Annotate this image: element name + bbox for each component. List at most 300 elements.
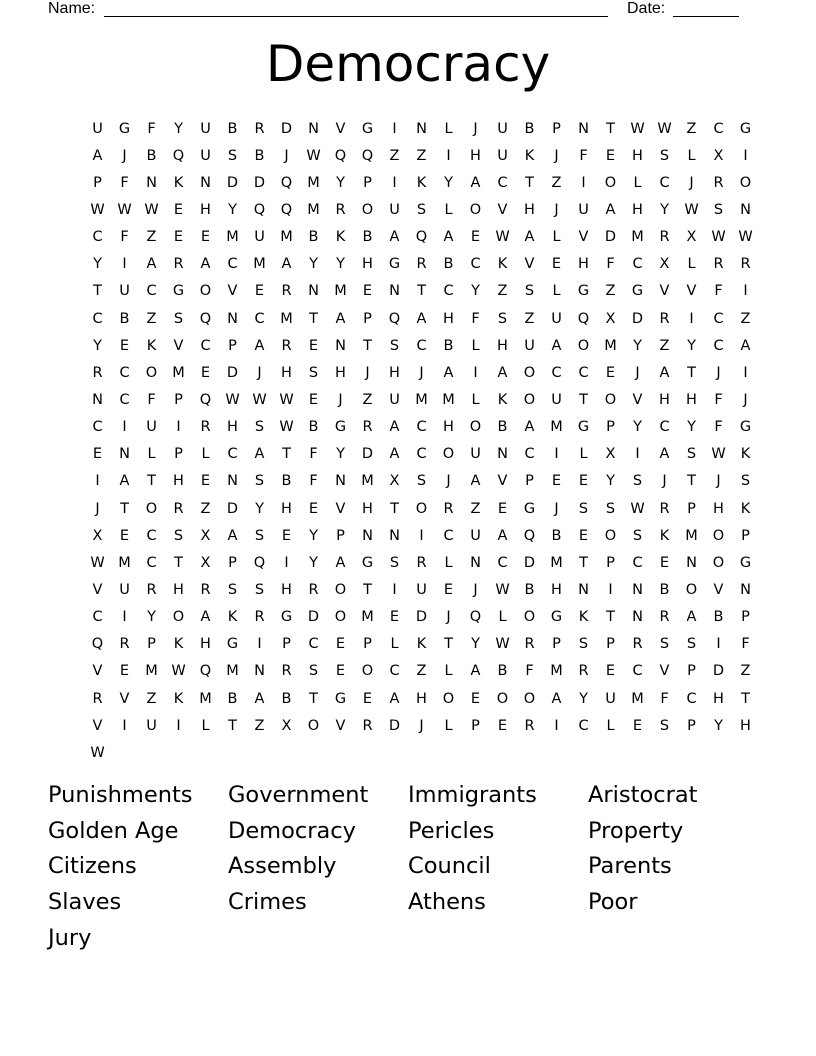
grid-letter: S bbox=[632, 473, 643, 490]
grid-letter: U bbox=[551, 391, 562, 408]
grid-letter: A bbox=[497, 527, 508, 544]
grid-letter: M bbox=[280, 310, 293, 327]
grid-letter: T bbox=[174, 554, 183, 571]
grid-letter: R bbox=[416, 554, 427, 571]
grid-letter: N bbox=[335, 473, 346, 490]
grid-letter: B bbox=[362, 229, 373, 246]
grid-letter: M bbox=[685, 527, 698, 544]
grid-letter: Y bbox=[579, 690, 588, 707]
grid-letter: Y bbox=[471, 283, 480, 300]
grid-letter: W bbox=[495, 636, 510, 653]
grid-letter: K bbox=[497, 391, 508, 408]
grid-letter: C bbox=[551, 364, 562, 381]
grid-letter: Q bbox=[253, 201, 266, 218]
grid-letter: O bbox=[577, 337, 590, 354]
grid-letter: C bbox=[254, 310, 265, 327]
grid-letter: H bbox=[416, 690, 427, 707]
grid-letter: B bbox=[497, 663, 508, 680]
grid-letter: C bbox=[92, 229, 103, 246]
grid-letter: T bbox=[525, 174, 534, 191]
grid-letter: R bbox=[200, 581, 211, 598]
grid-letter: P bbox=[93, 174, 102, 191]
grid-letter: R bbox=[254, 609, 265, 626]
grid-letter: V bbox=[335, 717, 346, 734]
grid-letter: N bbox=[200, 174, 211, 191]
grid-letter: I bbox=[284, 554, 289, 571]
grid-letter: F bbox=[471, 310, 480, 327]
grid-letter: P bbox=[363, 310, 372, 327]
grid-letter: T bbox=[606, 120, 615, 137]
grid-letter: E bbox=[551, 256, 562, 273]
grid-letter: Q bbox=[91, 636, 104, 653]
grid-letter: P bbox=[741, 609, 750, 626]
grid-letter: P bbox=[552, 636, 561, 653]
grid-letter: Y bbox=[309, 527, 318, 544]
grid-letter: W bbox=[225, 391, 240, 408]
name-blank-line bbox=[104, 16, 608, 17]
grid-letter: C bbox=[470, 256, 481, 273]
grid-letter: D bbox=[280, 120, 293, 137]
word-bank-item: Crimes bbox=[228, 889, 307, 916]
grid-letter: Q bbox=[361, 147, 374, 164]
grid-letter: U bbox=[254, 229, 265, 246]
grid-letter: K bbox=[173, 636, 184, 653]
grid-letter: U bbox=[578, 201, 589, 218]
grid-letter: M bbox=[280, 229, 293, 246]
grid-letter: L bbox=[444, 554, 453, 571]
grid-letter: X bbox=[92, 527, 103, 544]
grid-letter: I bbox=[176, 717, 181, 734]
grid-letter: K bbox=[416, 636, 427, 653]
grid-letter: L bbox=[687, 256, 696, 273]
grid-letter: T bbox=[363, 581, 372, 598]
grid-letter: D bbox=[415, 609, 428, 626]
grid-letter: Y bbox=[174, 120, 183, 137]
grid-letter: L bbox=[444, 120, 453, 137]
grid-letter: J bbox=[446, 473, 451, 490]
grid-letter: A bbox=[335, 554, 346, 571]
grid-letter: H bbox=[335, 364, 346, 381]
grid-letter: Y bbox=[336, 256, 345, 273]
grid-letter: V bbox=[92, 717, 103, 734]
grid-letter: A bbox=[389, 446, 400, 463]
grid-letter: O bbox=[469, 419, 482, 436]
grid-letter: T bbox=[309, 310, 318, 327]
grid-letter: J bbox=[689, 174, 694, 191]
grid-letter: S bbox=[659, 636, 670, 653]
letter-grid bbox=[84, 115, 759, 766]
grid-letter: Z bbox=[497, 283, 508, 300]
grid-letter: E bbox=[470, 690, 481, 707]
grid-letter: O bbox=[604, 391, 617, 408]
grid-letter: N bbox=[308, 120, 319, 137]
grid-letter: V bbox=[119, 690, 130, 707]
grid-letter: Z bbox=[470, 500, 481, 517]
grid-letter: K bbox=[227, 609, 238, 626]
grid-letter: R bbox=[659, 609, 670, 626]
grid-letter: E bbox=[308, 500, 319, 517]
grid-letter: H bbox=[524, 201, 535, 218]
grid-letter: L bbox=[444, 717, 453, 734]
grid-letter: T bbox=[363, 337, 372, 354]
grid-letter: J bbox=[419, 717, 424, 734]
grid-letter: I bbox=[122, 419, 127, 436]
grid-letter: C bbox=[686, 690, 697, 707]
grid-letter: T bbox=[282, 446, 291, 463]
grid-letter: P bbox=[228, 337, 237, 354]
grid-letter: V bbox=[227, 283, 238, 300]
grid-letter: N bbox=[632, 581, 643, 598]
grid-letter: Y bbox=[633, 337, 642, 354]
grid-letter: A bbox=[254, 446, 265, 463]
grid-letter: H bbox=[632, 147, 643, 164]
grid-letter: R bbox=[713, 174, 724, 191]
grid-letter: B bbox=[227, 120, 238, 137]
grid-letter: H bbox=[173, 581, 184, 598]
grid-letter: I bbox=[581, 174, 586, 191]
grid-letter: S bbox=[254, 419, 265, 436]
grid-letter: O bbox=[199, 283, 212, 300]
grid-letter: S bbox=[254, 473, 265, 490]
grid-letter: S bbox=[227, 147, 238, 164]
grid-letter: V bbox=[524, 256, 535, 273]
grid-letter: H bbox=[362, 500, 373, 517]
grid-letter: S bbox=[713, 201, 724, 218]
grid-letter: H bbox=[713, 690, 724, 707]
grid-letter: Z bbox=[740, 310, 751, 327]
grid-letter: E bbox=[659, 554, 670, 571]
grid-letter: M bbox=[550, 419, 563, 436]
grid-letter: U bbox=[119, 581, 130, 598]
grid-letter: E bbox=[389, 609, 400, 626]
header bbox=[0, 0, 816, 20]
grid-letter: I bbox=[122, 717, 127, 734]
grid-letter: Q bbox=[172, 147, 185, 164]
grid-letter: F bbox=[120, 174, 129, 191]
grid-letter: E bbox=[605, 364, 616, 381]
grid-letter: T bbox=[93, 283, 102, 300]
grid-letter: M bbox=[631, 229, 644, 246]
grid-letter: E bbox=[119, 527, 130, 544]
grid-letter: E bbox=[119, 663, 130, 680]
grid-letter: A bbox=[416, 310, 427, 327]
grid-letter: Y bbox=[444, 174, 453, 191]
grid-letter: A bbox=[443, 364, 454, 381]
grid-letter: U bbox=[119, 283, 130, 300]
grid-letter: W bbox=[279, 419, 294, 436]
grid-letter: C bbox=[92, 310, 103, 327]
grid-letter: M bbox=[118, 554, 131, 571]
grid-letter: B bbox=[443, 256, 454, 273]
grid-letter: H bbox=[362, 256, 373, 273]
grid-letter: Q bbox=[469, 609, 482, 626]
grid-letter: V bbox=[335, 120, 346, 137]
grid-letter: U bbox=[146, 717, 157, 734]
grid-letter: E bbox=[308, 337, 319, 354]
word-bank-item: Slaves bbox=[48, 889, 122, 916]
grid-letter: S bbox=[686, 636, 697, 653]
grid-letter: F bbox=[309, 473, 318, 490]
grid-letter: C bbox=[713, 120, 724, 137]
grid-letter: A bbox=[389, 690, 400, 707]
grid-letter: G bbox=[172, 283, 185, 300]
grid-letter: R bbox=[659, 500, 670, 517]
grid-letter: C bbox=[92, 419, 103, 436]
grid-letter: N bbox=[119, 446, 130, 463]
grid-letter: P bbox=[363, 636, 372, 653]
grid-letter: C bbox=[92, 609, 103, 626]
grid-letter: E bbox=[362, 283, 373, 300]
grid-letter: F bbox=[525, 663, 534, 680]
grid-letter: H bbox=[686, 391, 697, 408]
grid-letter: A bbox=[551, 337, 562, 354]
grid-letter: R bbox=[92, 690, 103, 707]
grid-letter: S bbox=[659, 147, 670, 164]
grid-letter: A bbox=[551, 690, 562, 707]
grid-letter: E bbox=[308, 391, 319, 408]
grid-letter: Z bbox=[146, 229, 157, 246]
grid-letter: Q bbox=[415, 229, 428, 246]
grid-letter: Z bbox=[146, 690, 157, 707]
grid-letter: K bbox=[335, 229, 346, 246]
grid-letter: M bbox=[442, 391, 455, 408]
grid-letter: G bbox=[361, 554, 374, 571]
word-bank-item: Athens bbox=[408, 889, 486, 916]
grid-letter: C bbox=[659, 174, 670, 191]
grid-letter: L bbox=[498, 609, 507, 626]
grid-letter: Q bbox=[523, 527, 536, 544]
grid-letter: X bbox=[686, 229, 697, 246]
grid-letter: H bbox=[281, 500, 292, 517]
grid-letter: H bbox=[740, 717, 751, 734]
grid-letter: B bbox=[281, 473, 292, 490]
grid-letter: O bbox=[523, 364, 536, 381]
grid-letter: A bbox=[497, 364, 508, 381]
grid-letter: A bbox=[119, 473, 130, 490]
grid-letter: E bbox=[200, 229, 211, 246]
grid-letter: V bbox=[659, 663, 670, 680]
grid-letter: U bbox=[470, 527, 481, 544]
grid-letter: I bbox=[176, 419, 181, 436]
grid-letter: U bbox=[551, 310, 562, 327]
grid-letter: N bbox=[740, 201, 751, 218]
grid-letter: X bbox=[713, 147, 724, 164]
grid-letter: G bbox=[739, 120, 752, 137]
grid-letter: G bbox=[739, 554, 752, 571]
grid-letter: N bbox=[362, 527, 373, 544]
grid-letter: R bbox=[443, 500, 454, 517]
grid-letter: I bbox=[743, 147, 748, 164]
grid-letter: T bbox=[579, 554, 588, 571]
grid-letter: A bbox=[227, 527, 238, 544]
grid-letter: R bbox=[632, 636, 643, 653]
grid-letter: Z bbox=[416, 663, 427, 680]
grid-letter: Z bbox=[524, 310, 535, 327]
grid-letter: O bbox=[442, 446, 455, 463]
grid-letter: J bbox=[338, 391, 343, 408]
grid-letter: T bbox=[687, 364, 696, 381]
grid-letter: B bbox=[443, 337, 454, 354]
grid-letter: R bbox=[524, 717, 535, 734]
grid-letter: P bbox=[471, 717, 480, 734]
grid-letter: T bbox=[579, 391, 588, 408]
grid-letter: S bbox=[254, 581, 265, 598]
grid-letter: A bbox=[335, 310, 346, 327]
grid-letter: F bbox=[714, 419, 723, 436]
grid-letter: R bbox=[254, 120, 265, 137]
grid-letter: V bbox=[659, 283, 670, 300]
grid-letter: R bbox=[281, 663, 292, 680]
grid-letter: T bbox=[309, 690, 318, 707]
grid-letter: J bbox=[554, 201, 559, 218]
grid-letter: A bbox=[605, 201, 616, 218]
grid-letter: C bbox=[713, 310, 724, 327]
grid-letter: R bbox=[416, 256, 427, 273]
grid-letter: A bbox=[389, 229, 400, 246]
grid-letter: C bbox=[146, 554, 157, 571]
grid-letter: S bbox=[416, 201, 427, 218]
grid-letter: V bbox=[173, 337, 184, 354]
grid-letter: I bbox=[122, 256, 127, 273]
grid-letter: Y bbox=[147, 609, 156, 626]
grid-letter: U bbox=[497, 120, 508, 137]
grid-letter: H bbox=[659, 391, 670, 408]
grid-letter: A bbox=[659, 364, 670, 381]
grid-letter: U bbox=[146, 419, 157, 436]
grid-letter: L bbox=[687, 147, 696, 164]
grid-letter: N bbox=[470, 554, 481, 571]
grid-letter: T bbox=[228, 717, 237, 734]
grid-letter: H bbox=[470, 147, 481, 164]
grid-letter: Q bbox=[577, 310, 590, 327]
grid-letter: R bbox=[335, 201, 346, 218]
grid-letter: J bbox=[635, 364, 640, 381]
grid-letter: W bbox=[90, 201, 105, 218]
grid-letter: D bbox=[388, 717, 401, 734]
word-bank-item: Jury bbox=[48, 924, 92, 951]
grid-letter: T bbox=[147, 473, 156, 490]
grid-letter: A bbox=[470, 174, 481, 191]
grid-letter: J bbox=[554, 500, 559, 517]
word-bank-item: Council bbox=[408, 853, 491, 880]
grid-letter: Y bbox=[633, 419, 642, 436]
grid-letter: C bbox=[632, 554, 643, 571]
grid-letter: P bbox=[174, 446, 183, 463]
grid-letter: G bbox=[361, 120, 374, 137]
grid-letter: I bbox=[419, 527, 424, 544]
grid-letter: P bbox=[741, 527, 750, 544]
word-bank-item: Property bbox=[588, 817, 684, 844]
grid-letter: W bbox=[171, 663, 186, 680]
grid-letter: F bbox=[714, 391, 723, 408]
grid-letter: V bbox=[632, 391, 643, 408]
grid-letter: I bbox=[743, 364, 748, 381]
grid-letter: E bbox=[497, 500, 508, 517]
grid-letter: P bbox=[228, 554, 237, 571]
grid-letter: J bbox=[446, 609, 451, 626]
grid-letter: K bbox=[740, 500, 751, 517]
grid-letter: Q bbox=[388, 310, 401, 327]
grid-letter: J bbox=[419, 364, 424, 381]
grid-letter: N bbox=[308, 283, 319, 300]
grid-letter: C bbox=[713, 337, 724, 354]
word-bank-item: Pericles bbox=[408, 817, 495, 844]
grid-letter: B bbox=[551, 527, 562, 544]
grid-letter: C bbox=[227, 256, 238, 273]
grid-letter: O bbox=[415, 500, 428, 517]
grid-letter: W bbox=[90, 744, 105, 761]
grid-letter: G bbox=[550, 609, 563, 626]
grid-letter: K bbox=[524, 147, 535, 164]
grid-letter: Q bbox=[280, 174, 293, 191]
grid-letter: D bbox=[226, 174, 239, 191]
grid-letter: F bbox=[147, 391, 156, 408]
grid-letter: Q bbox=[253, 554, 266, 571]
grid-letter: E bbox=[605, 663, 616, 680]
grid-letter: Z bbox=[362, 391, 373, 408]
grid-letter: W bbox=[630, 120, 645, 137]
grid-letter: V bbox=[92, 581, 103, 598]
word-bank-item: Poor bbox=[588, 889, 638, 916]
grid-letter: M bbox=[604, 337, 617, 354]
grid-letter: R bbox=[173, 500, 184, 517]
grid-letter: V bbox=[497, 473, 508, 490]
grid-letter: R bbox=[362, 419, 373, 436]
grid-letter: J bbox=[284, 147, 289, 164]
word-bank bbox=[48, 778, 768, 956]
grid-letter: Y bbox=[660, 201, 669, 218]
grid-letter: R bbox=[740, 256, 751, 273]
grid-letter: W bbox=[684, 201, 699, 218]
grid-letter: X bbox=[605, 310, 616, 327]
grid-letter: H bbox=[200, 636, 211, 653]
grid-letter: L bbox=[471, 391, 480, 408]
grid-letter: F bbox=[660, 690, 669, 707]
word-bank-item: Aristocrat bbox=[588, 782, 698, 808]
grid-letter: Y bbox=[309, 256, 318, 273]
grid-letter: N bbox=[389, 283, 400, 300]
grid-letter: E bbox=[362, 690, 373, 707]
grid-letter: Z bbox=[551, 174, 562, 191]
grid-letter: I bbox=[689, 310, 694, 327]
grid-letter: R bbox=[281, 337, 292, 354]
grid-letter: G bbox=[739, 419, 752, 436]
grid-letter: Y bbox=[687, 337, 696, 354]
grid-letter: R bbox=[659, 229, 670, 246]
grid-letter: N bbox=[389, 527, 400, 544]
grid-letter: S bbox=[497, 310, 508, 327]
grid-letter: O bbox=[523, 391, 536, 408]
grid-letter: C bbox=[497, 554, 508, 571]
grid-letter: Y bbox=[309, 554, 318, 571]
grid-letter: F bbox=[579, 147, 588, 164]
grid-letter: K bbox=[497, 256, 508, 273]
grid-letter: B bbox=[227, 690, 238, 707]
grid-letter: N bbox=[416, 120, 427, 137]
grid-letter: N bbox=[578, 581, 589, 598]
grid-letter: N bbox=[578, 120, 589, 137]
grid-letter: V bbox=[335, 500, 346, 517]
grid-letter: Y bbox=[471, 636, 480, 653]
grid-letter: O bbox=[523, 690, 536, 707]
grid-letter: M bbox=[307, 174, 320, 191]
grid-letter: N bbox=[146, 174, 157, 191]
grid-letter: D bbox=[226, 364, 239, 381]
grid-letter: H bbox=[443, 310, 454, 327]
grid-letter: Z bbox=[659, 337, 670, 354]
grid-letter: L bbox=[147, 446, 156, 463]
grid-letter: M bbox=[172, 364, 185, 381]
